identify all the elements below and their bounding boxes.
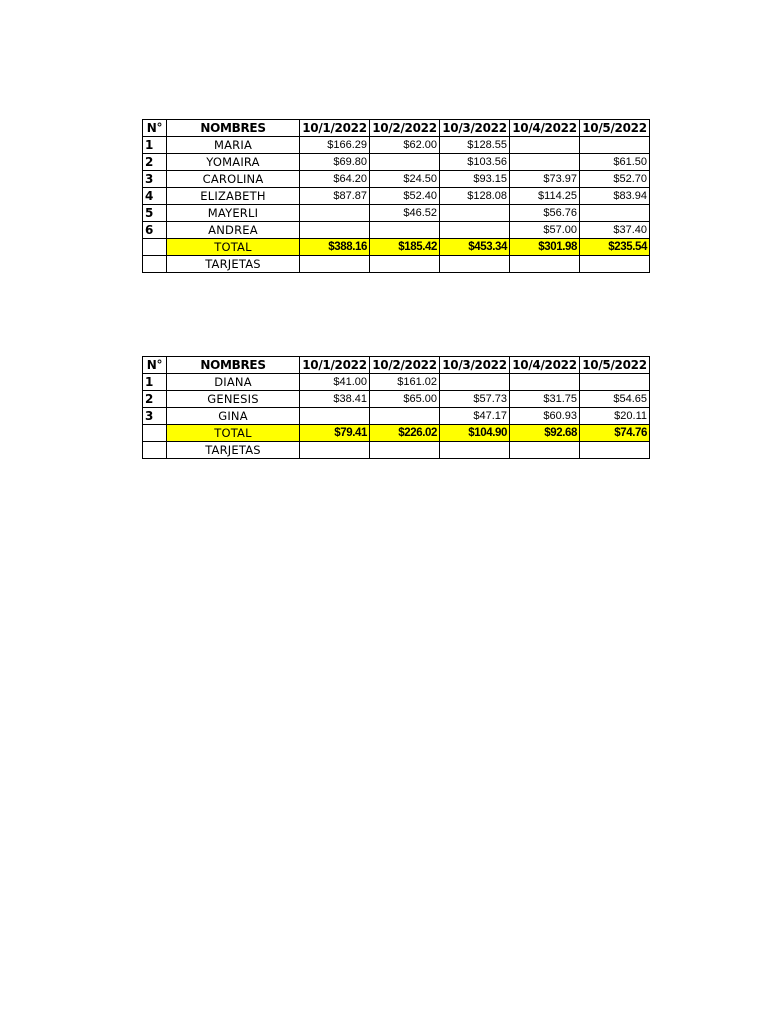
amount-cell bbox=[510, 154, 580, 171]
sales-table-1 bbox=[142, 119, 650, 273]
amount-cell bbox=[440, 374, 510, 391]
amount-cell: $161.02 bbox=[370, 374, 440, 391]
header-date: 10/5/2022 bbox=[580, 120, 650, 137]
amount-cell: $60.93 bbox=[510, 408, 580, 425]
row-name: MARIA bbox=[167, 137, 300, 154]
header-date: 10/1/2022 bbox=[300, 120, 370, 137]
total-cell: $74.76 bbox=[580, 425, 650, 442]
tarjetas-row bbox=[143, 442, 650, 459]
amount-cell: $20.11 bbox=[580, 408, 650, 425]
table-row bbox=[143, 408, 650, 425]
amount-cell: $46.52 bbox=[370, 205, 440, 222]
amount-cell bbox=[370, 154, 440, 171]
sales-table-2 bbox=[142, 356, 650, 459]
total-cell: $301.98 bbox=[510, 239, 580, 256]
row-number: 2 bbox=[143, 154, 167, 171]
header-date: 10/3/2022 bbox=[440, 120, 510, 137]
amount-cell: $57.00 bbox=[510, 222, 580, 239]
amount-cell: $61.50 bbox=[580, 154, 650, 171]
amount-cell: $52.40 bbox=[370, 188, 440, 205]
total-cell: $235.54 bbox=[580, 239, 650, 256]
row-name: DIANA bbox=[167, 374, 300, 391]
header-date: 10/1/2022 bbox=[300, 357, 370, 374]
tarjetas-cell bbox=[580, 256, 650, 273]
row-number: 1 bbox=[143, 374, 167, 391]
amount-cell bbox=[300, 222, 370, 239]
amount-cell: $114.25 bbox=[510, 188, 580, 205]
total-cell: $92.68 bbox=[510, 425, 580, 442]
row-name: CAROLINA bbox=[167, 171, 300, 188]
amount-cell: $128.08 bbox=[440, 188, 510, 205]
table-row bbox=[143, 222, 650, 239]
amount-cell: $64.20 bbox=[300, 171, 370, 188]
amount-cell: $47.17 bbox=[440, 408, 510, 425]
header-names: NOMBRES bbox=[167, 120, 300, 137]
total-cell: $79.41 bbox=[300, 425, 370, 442]
amount-cell: $87.87 bbox=[300, 188, 370, 205]
amount-cell bbox=[370, 408, 440, 425]
header-date: 10/5/2022 bbox=[580, 357, 650, 374]
row-name: MAYERLI bbox=[167, 205, 300, 222]
header-names: NOMBRES bbox=[167, 357, 300, 374]
header-date: 10/2/2022 bbox=[370, 357, 440, 374]
total-cell: $185.42 bbox=[370, 239, 440, 256]
row-name: GENESIS bbox=[167, 391, 300, 408]
total-cell: $388.16 bbox=[300, 239, 370, 256]
amount-cell bbox=[300, 205, 370, 222]
row-name: ELIZABETH bbox=[167, 188, 300, 205]
row-number: 4 bbox=[143, 188, 167, 205]
amount-cell: $62.00 bbox=[370, 137, 440, 154]
row-name: GINA bbox=[167, 408, 300, 425]
amount-cell: $38.41 bbox=[300, 391, 370, 408]
table-row bbox=[143, 188, 650, 205]
total-label: TOTAL bbox=[167, 239, 300, 256]
amount-cell: $83.94 bbox=[580, 188, 650, 205]
row-number: 2 bbox=[143, 391, 167, 408]
total-row bbox=[143, 425, 650, 442]
tarjetas-cell bbox=[370, 256, 440, 273]
amount-cell: $54.65 bbox=[580, 391, 650, 408]
amount-cell bbox=[440, 205, 510, 222]
amount-cell: $103.56 bbox=[440, 154, 510, 171]
row-number: 5 bbox=[143, 205, 167, 222]
tarjetas-cell bbox=[510, 256, 580, 273]
header-number: N° bbox=[143, 357, 167, 374]
amount-cell: $41.00 bbox=[300, 374, 370, 391]
tarjetas-cell bbox=[440, 256, 510, 273]
tarjetas-number-cell bbox=[143, 442, 167, 459]
row-number: 6 bbox=[143, 222, 167, 239]
table-row bbox=[143, 205, 650, 222]
header-date: 10/4/2022 bbox=[510, 120, 580, 137]
tarjetas-label: TARJETAS bbox=[167, 442, 300, 459]
amount-cell: $31.75 bbox=[510, 391, 580, 408]
amount-cell: $52.70 bbox=[580, 171, 650, 188]
tarjetas-cell bbox=[440, 442, 510, 459]
total-cell: $104.90 bbox=[440, 425, 510, 442]
amount-cell bbox=[510, 374, 580, 391]
table-row bbox=[143, 374, 650, 391]
amount-cell bbox=[300, 408, 370, 425]
amount-cell bbox=[440, 222, 510, 239]
total-row bbox=[143, 239, 650, 256]
amount-cell bbox=[580, 205, 650, 222]
amount-cell: $93.15 bbox=[440, 171, 510, 188]
table-row bbox=[143, 171, 650, 188]
total-cell: $453.34 bbox=[440, 239, 510, 256]
amount-cell: $65.00 bbox=[370, 391, 440, 408]
amount-cell: $69.80 bbox=[300, 154, 370, 171]
header-number: N° bbox=[143, 120, 167, 137]
table-row bbox=[143, 391, 650, 408]
total-label: TOTAL bbox=[167, 425, 300, 442]
header-row bbox=[143, 120, 650, 137]
tarjetas-cell bbox=[580, 442, 650, 459]
header-date: 10/3/2022 bbox=[440, 357, 510, 374]
row-name: YOMAIRA bbox=[167, 154, 300, 171]
amount-cell: $166.29 bbox=[300, 137, 370, 154]
amount-cell bbox=[370, 222, 440, 239]
tarjetas-cell bbox=[300, 442, 370, 459]
total-number-cell bbox=[143, 239, 167, 256]
row-number: 3 bbox=[143, 408, 167, 425]
amount-cell bbox=[580, 137, 650, 154]
header-row bbox=[143, 357, 650, 374]
header-date: 10/4/2022 bbox=[510, 357, 580, 374]
amount-cell: $128.55 bbox=[440, 137, 510, 154]
row-number: 3 bbox=[143, 171, 167, 188]
tarjetas-cell bbox=[300, 256, 370, 273]
amount-cell: $56.76 bbox=[510, 205, 580, 222]
tarjetas-row bbox=[143, 256, 650, 273]
amount-cell bbox=[580, 374, 650, 391]
amount-cell: $24.50 bbox=[370, 171, 440, 188]
tarjetas-cell bbox=[370, 442, 440, 459]
tarjetas-cell bbox=[510, 442, 580, 459]
amount-cell: $57.73 bbox=[440, 391, 510, 408]
table-row bbox=[143, 137, 650, 154]
amount-cell bbox=[510, 137, 580, 154]
total-cell: $226.02 bbox=[370, 425, 440, 442]
tarjetas-label: TARJETAS bbox=[167, 256, 300, 273]
tarjetas-number-cell bbox=[143, 256, 167, 273]
total-number-cell bbox=[143, 425, 167, 442]
row-number: 1 bbox=[143, 137, 167, 154]
row-name: ANDREA bbox=[167, 222, 300, 239]
header-date: 10/2/2022 bbox=[370, 120, 440, 137]
table-row bbox=[143, 154, 650, 171]
amount-cell: $73.97 bbox=[510, 171, 580, 188]
amount-cell: $37.40 bbox=[580, 222, 650, 239]
